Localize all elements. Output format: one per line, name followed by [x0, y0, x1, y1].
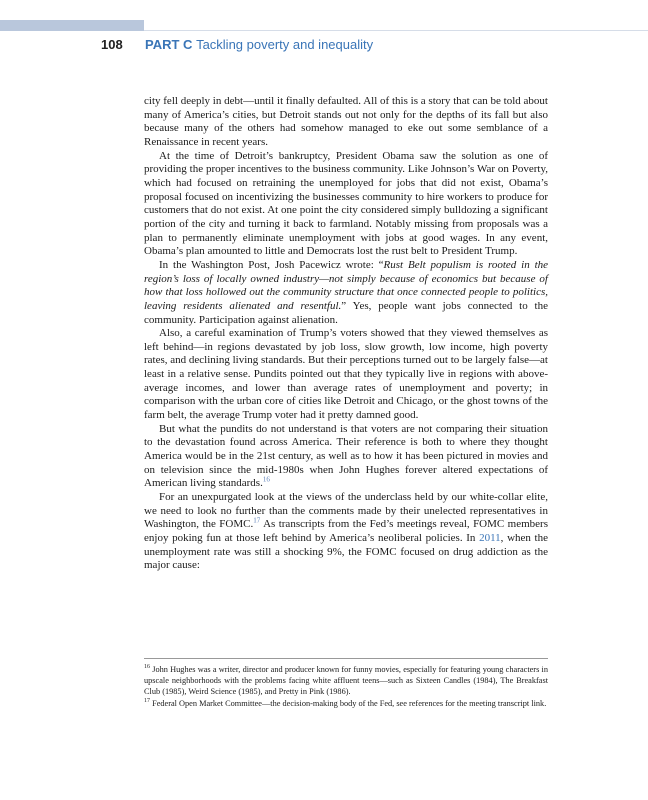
body-text — [144, 95, 548, 573]
pacewicz-quote: Rust Belt populism is rooted in the region’s loss of locally owned industry—not simply because of economics but because of how that loss hollowed out the community structure that once connected people to politics, leaving residents alienated and resentful. — [144, 258, 549, 312]
paragraph-1: city fell deeply in debt—until it finally defaulted. All of this is a story that can be told about many of America’s cities, but Detroit stands out not only for the depths of its fall but also because many of the others had somehow managed to eke out some semblance of a Renaissance in recent years. — [144, 95, 548, 148]
footnote-ref-16[interactable]: 16 — [262, 475, 270, 484]
part-label: PART C — [145, 37, 193, 52]
paragraph-5-text: But what the pundits do not understand is that voters are not comparing their situation to the devastation found across America. Their reference is both to where they thought America would be in the 21st century, as well as to how it has been pictured in movies and on television since the mid-1980s when John Hughes forever altered expectations of American living standards. — [144, 422, 548, 490]
header-accent-bar — [0, 20, 144, 31]
paragraph-5 — [144, 423, 548, 491]
paragraph-4: Also, a careful examination of Trump’s voters showed that they viewed themselves as left behind—in regions devastated by job loss, slow growth, low income, high poverty rates, and declining living standards. But their perceptions turned out to be largely false—at least in a relative sense. Pundits pointed out that they typically live in regions with above-average incomes, and lower than average rates of unemployment and poverty; in comparison with the urban core of cities like Detroit and Chicago, or the ghost towns of the farm belt, the average Trump voter had it pretty damned good. — [144, 327, 548, 422]
footnotes — [144, 664, 548, 709]
paragraph-3 — [144, 259, 548, 327]
paragraph-6 — [144, 491, 548, 573]
footnote-rule — [144, 658, 548, 659]
paragraph-3-end: ” Yes, people want jobs connected to the community. Participation against alienation. — [144, 299, 548, 326]
footnote-text: Federal Open Market Committee—the decision-making body of the Fed, see references for the meeting transcript link. — [150, 698, 547, 708]
page-number: 108 — [101, 37, 123, 52]
year-link-2011[interactable]: 2011 — [479, 532, 501, 544]
paragraph-6-c: , when the unemployment rate was still a shocking 9%, the FOMC focused on drug addiction as the major cause: — [144, 532, 548, 572]
chapter-title: Tackling poverty and inequality — [196, 37, 374, 52]
paragraph-2: At the time of Detroit’s bankruptcy, President Obama saw the solution as one of providing the proper incentives to the business community. Like Johnson’s War on Poverty, which had focused on retraining the unemployed for jobs that did not exist, Obama’s proposal focused on incentivizing the businesses community to hire workers to produce for customers that do not exist. At one point the city considered simply bulldozing a significant portion of the city and turning it back to farmland. Notably missing from proposals was a plan to permanently eliminate unemployment with jobs at good wages. In any event, Obama’s plan amounted to little and Democrats lost the rust belt to President Trump. — [144, 149, 548, 258]
footnote-text: John Hughes was a writer, director and producer known for funny movies, especially for featuring young characters in upscale neighborhoods with the problems facing white affluent teens—such as Sixteen Candles (1984), The Breakfast Club (1985), Weird Science (1985), and Pretty in Pink (1986). — [144, 665, 548, 697]
footnote-16 — [144, 664, 548, 698]
running-header — [0, 36, 648, 54]
footnote-number: 17 — [144, 697, 150, 704]
footnote-number: 16 — [144, 664, 150, 671]
paragraph-6-a: For an unexpurgated look at the views of the underclass held by our white-collar elite, we need to look no further than the comments made by their unelected representatives in Washington, the FOMC. — [144, 491, 548, 531]
footnote-17 — [144, 698, 548, 709]
part-heading — [145, 36, 373, 54]
paragraph-3-intro: In the Washington Post, Josh Pacewicz wrote: “ — [159, 258, 384, 271]
paragraph-6-b: As transcripts from the Fed’s meetings reveal, FOMC members enjoy poking fun at those left behind by America’s neoliberal policies. In — [144, 518, 548, 544]
header-rule — [144, 30, 648, 31]
footnote-ref-17[interactable]: 17 — [253, 516, 261, 525]
